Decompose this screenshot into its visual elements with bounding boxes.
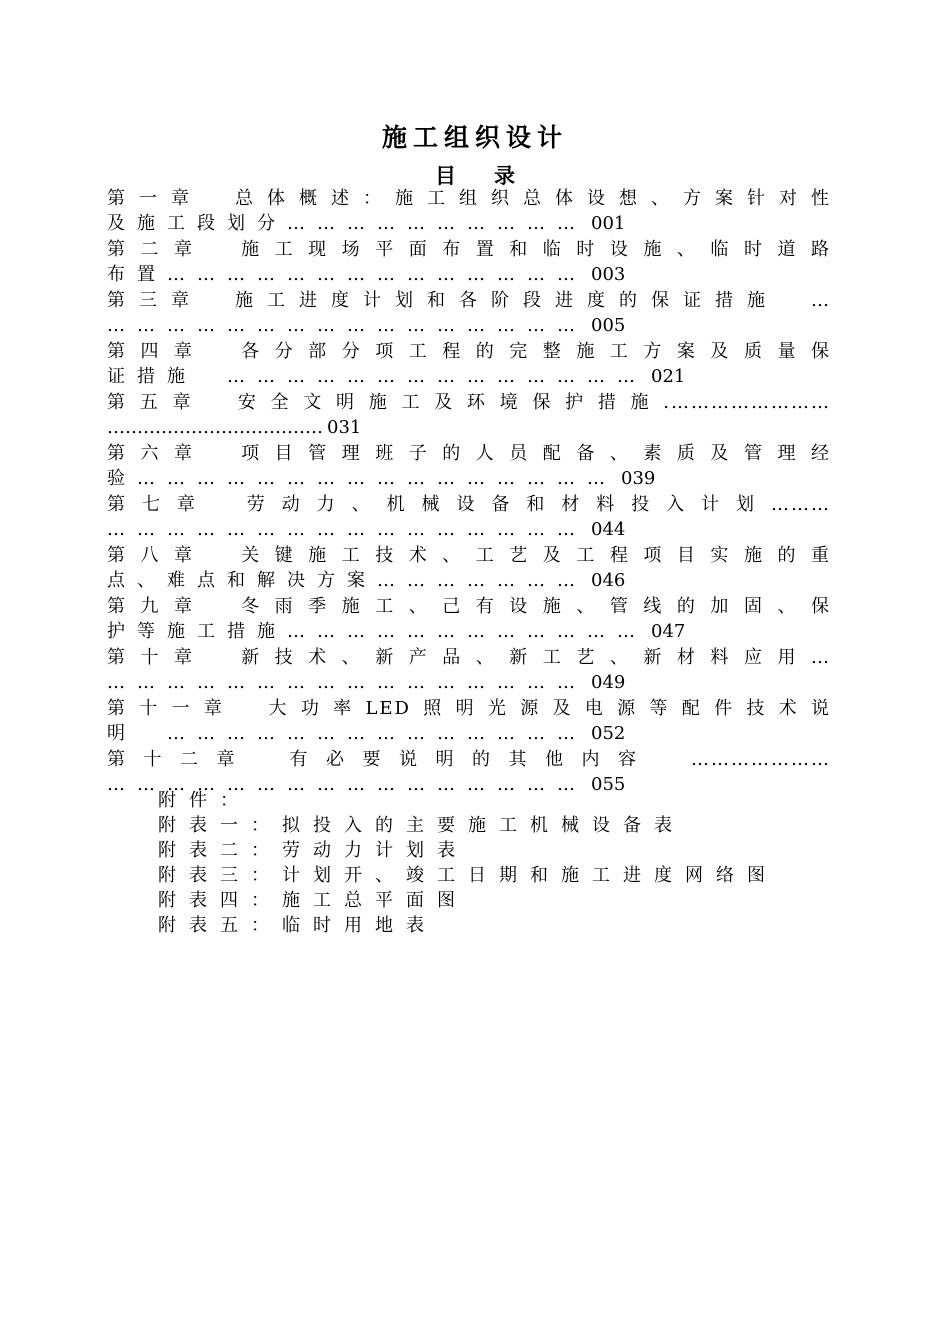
toc-entry-title: 第七章 劳动力、机械设备和材料投入计划……… [107, 494, 831, 515]
toc-page-number: 052 [591, 723, 626, 744]
toc-entry-4 [107, 339, 831, 389]
toc-entry-10 [107, 645, 831, 695]
toc-entry-title: 第一章 总体概述：施工组织总体设想、方案针对性 [107, 188, 831, 209]
toc-entry-1 [107, 186, 831, 236]
appendix-heading: 附件： [158, 790, 251, 811]
toc-page-number: 021 [651, 366, 686, 387]
toc-page-number: 031 [327, 417, 362, 438]
toc-entry-title: 第二章 施工现场平面布置和临时设施、临时道路 [107, 239, 831, 260]
appendix-item: 附表二：劳动力计划表 [158, 840, 468, 861]
toc-entry-9 [107, 594, 831, 644]
toc-entry-title: 第十一章 大功率LED照明光源及电源等配件技术说 [107, 698, 831, 719]
toc-entry-continuation: 验………………………………………… [107, 468, 617, 489]
toc-entry-11 [107, 696, 831, 746]
appendix-item: 附表四：施工总平面图 [158, 890, 468, 911]
toc-page-number: 003 [591, 264, 626, 285]
appendix-item: 附表三：计划开、竣工日期和施工进度网络图 [158, 865, 778, 886]
toc-entry-6 [107, 441, 831, 491]
appendix-item: 附表一：拟投入的主要施工机械设备表 [158, 815, 685, 836]
toc-entry-title: 第四章 各分部分项工程的完整施工方案及质量保 [107, 341, 831, 362]
toc-entry-2 [107, 237, 831, 287]
toc-page-number: 044 [591, 519, 626, 540]
toc-page-number: 055 [591, 774, 626, 795]
toc-entry-8 [107, 543, 831, 593]
toc-entry-title: 第三章 施工进度计划和各阶段进度的保证措施 … [107, 290, 831, 311]
toc-entry-continuation: 护等施工措施……………………………… [107, 621, 647, 642]
toc-entry-3 [107, 288, 831, 338]
toc-entry-5 [107, 390, 831, 440]
document-title: 施工组织设计 [381, 123, 568, 152]
toc-entry-continuation: ………………………………………… [107, 672, 587, 693]
toc-entry-7 [107, 492, 831, 542]
toc-entry-continuation: 明 …………………………………… [107, 723, 587, 744]
toc-entry-title: 第六章 项目管理班子的人员配备、素质及管理经 [107, 443, 831, 464]
appendix-item: 附表五：临时用地表 [158, 915, 437, 936]
toc-entry-continuation: ………………………………………… [107, 315, 587, 336]
toc-entry-continuation: 点、难点和解决方案………………… [107, 570, 587, 591]
toc-page-number: 049 [591, 672, 626, 693]
toc-page-number: 005 [591, 315, 626, 336]
toc-page-number: 047 [651, 621, 686, 642]
toc-entry-title: 第十二章 有必要说明的其他内容 ………………… [107, 749, 831, 770]
table-of-contents [107, 186, 831, 798]
toc-entry-title: 第五章 安全文明施工及环境保护措施.…………………… [107, 392, 831, 413]
toc-page-number: 046 [591, 570, 626, 591]
appendix-list [158, 788, 838, 938]
toc-page-number: 001 [591, 213, 626, 234]
toc-entry-continuation: ………………………………………… [107, 774, 587, 795]
toc-entry-title: 第九章 冬雨季施工、己有设施、管线的加固、保 [107, 596, 831, 617]
toc-entry-continuation: ……………………………… [107, 417, 323, 438]
toc-entry-continuation: 证措施 …………………………………… [107, 366, 647, 387]
toc-entry-title: 第八章 关键施工技术、工艺及工程项目实施的重 [107, 545, 831, 566]
toc-entry-title: 第十章 新技术、新产品、新工艺、新材料应用… [107, 647, 831, 668]
toc-heading: 目录 [435, 163, 553, 188]
toc-page-number: 039 [621, 468, 656, 489]
toc-entry-continuation: ………………………………………… [107, 519, 587, 540]
toc-entry-continuation: 及施工段划分………………………… [107, 213, 587, 234]
toc-entry-continuation: 布置…………………………………… [107, 264, 587, 285]
